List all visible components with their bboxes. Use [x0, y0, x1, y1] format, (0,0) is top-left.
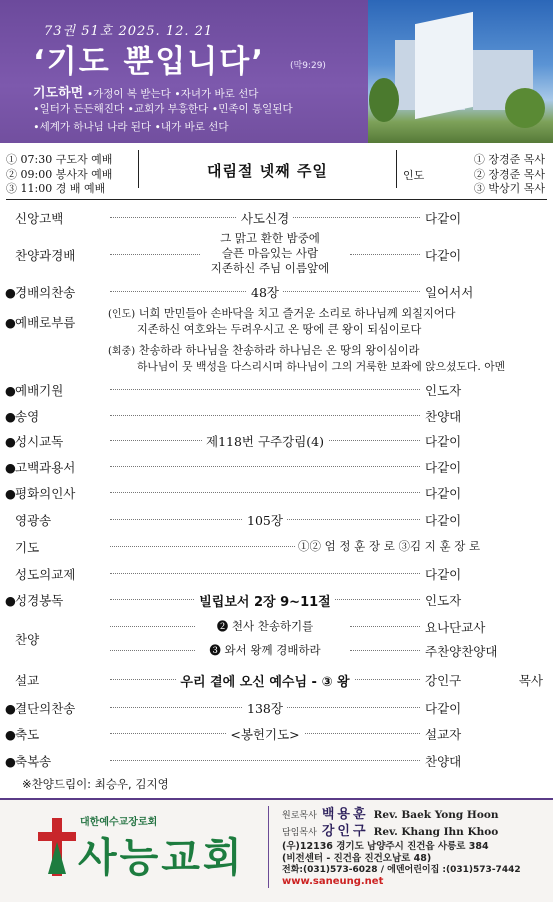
order-label: 영광송: [15, 513, 52, 528]
sermon-theme-title: ‘기도 뿐입니다’: [33, 44, 266, 80]
phone-numbers: 전화:(031)573-6028 / 에덴어린이집 :(031)573-7442: [282, 865, 521, 875]
order-label: 성경봉독: [15, 593, 64, 608]
denomination: 대한예수교장로회: [80, 817, 158, 828]
bulletin-page: 73권 51호 2025. 12. 21 ‘기도 뿐입니다’ (막9:29) 기도하면 ∙가정이 복 받는다 ∙자녀가 바로 선다 ∙일터가 든든해진다 ∙교회가 부흥한다 ∙민족이 통일된다 ∙세계가 하나님 나라 된다 ∙내가 바로 선다 ① 07:30 구도자 예배 ② 09:00 봉사자 예배 ③ 11:00 경 배 예배 대림절 넷째 주일 인도 ① 장경준 목사 ② 장경준 목사 ③ 박상기 목사 신앙고백 사도신경 다같이 찬양과경배 다같이 그 맑고 환한 밤중에 슬픈 마음있는 사람 지존하신 주님 이름앞에 ●경배의찬송 48장 일어서서 ●예배로부름 (인도) 너희 만민들아 손바닥을 치고 즐거운 소리로 하나님께 외칠지어다 지존하신 여호와는 두려우시고 온 땅에 큰 왕이 되심이로다 (회중) 찬송하라 하나님을 찬송하라 하나님은 온 땅의 왕이심이라 하나님이 뭇 백성을 다스리시며 하나님이 그의 거룩한 보좌에 앉으셨도다. 아멘 ●예배기원 인도자 ●송영 찬양대 ●성시교독 제118번 구주강림(4) 다같이 ●고백과용서 다같이 ●평화의인사 다같이 영광송 105장 다같이 기도 ①② 엄 정 훈 장 로 ③김 지 훈 장 로 성도의교제 다같이 ●성경봉독 빌립보서 2장 9~11절 인도자 찬양 ❷ 천사 찬송하기를 요나단교사 ❸ 와서 왕께 경배하라 주찬양찬양대 설교 우리 곁에 오신 예수님 - ③ 왕 강인구 목사 ●결단의찬송 138장 다같이 ●축도 <봉헌기도> 설교자 ●축복송 찬양대 ※찬양드림이: 최승우, 김지영 대한예수교장로회 사능교회 원로목사 백용훈 Rev. Baek Yong Hoon 담임목사 강인구 Rev. Khang Ihn Khoo (우)12136 경기도 남양주시 진건읍 사릉로 384 (비전센터 - 진건읍 진건오남로 48) 전화:(031)573-6028 / 에덴어린이집 :(031)573-7442 www.saneung.net: [0, 0, 553, 900]
order-person: 다같이: [425, 211, 462, 226]
church-website-link[interactable]: www.saneung.net: [282, 876, 384, 887]
bullet-item: ∙일터가 든든해진다: [33, 103, 125, 115]
praise-song: 지존하신 주님 이름앞에: [210, 261, 330, 275]
order-person: 찬양대: [425, 409, 462, 424]
prayer-leaders: ①② 엄 정 훈 장 로 ③김 지 훈 장 로: [298, 539, 481, 553]
bulletin-header: [0, 0, 553, 143]
founding-pastor: 원로목사 백용훈 Rev. Baek Yong Hoon: [282, 807, 499, 822]
praise-song-list: [185, 231, 355, 276]
order-person: 다같이: [425, 701, 462, 716]
order-label: 신앙고백: [15, 211, 64, 226]
service-leader: ② 장경준 목사: [473, 167, 545, 181]
order-person: 다같이: [425, 567, 462, 582]
order-label: 경배의찬송: [15, 285, 76, 300]
prayer-benefits-line-1: [33, 82, 258, 101]
call-to-worship-congregation: (회중) 찬송하라 하나님을 찬송하라 하나님은 온 땅의 왕이심이라 하나님이 뭇 백성을 다스리시며 하나님이 그의 거룩한 보좌에 앉으셨도다. 아멘: [108, 344, 506, 373]
footer-divider: [268, 806, 269, 888]
order-label: 평화의인사: [15, 486, 76, 501]
order-label: 기도: [15, 540, 40, 555]
order-label: 고백과용서: [15, 460, 76, 475]
order-content: 사도신경: [237, 211, 293, 226]
cross-logo-icon: [38, 818, 76, 876]
choir-note: ※찬양드림이: 최승우, 김지영: [22, 777, 169, 791]
order-label: 찬양: [15, 632, 40, 647]
leader-label: 인도: [403, 169, 425, 182]
service-time: ② 09:00 봉사자 예배: [6, 167, 113, 181]
order-person: 설교자: [425, 727, 462, 742]
order-person: 다같이: [425, 460, 462, 475]
bullet-item: ∙자녀가 바로 선다: [174, 88, 259, 100]
praise-song: 그 맑고 환한 밤중에: [220, 231, 320, 245]
order-content: <봉헌기도>: [226, 727, 303, 742]
service-time: ③ 11:00 경 배 예배: [6, 182, 106, 195]
bullet-item: ∙민족이 통일된다: [211, 103, 293, 115]
order-label: 성도의교제: [15, 567, 76, 582]
service-times: [6, 153, 112, 197]
order-content: 제118번 구주강림(4): [202, 434, 328, 449]
order-content: 105장: [243, 513, 287, 528]
service-leader: ① 장경준 목사: [473, 153, 545, 166]
senior-pastor: 담임목사 강인구 Rev. Khang Ihn Khoo: [282, 824, 499, 839]
service-time: ① 07:30 구도자 예배: [6, 153, 113, 166]
call-to-worship-leader: (인도) 너희 만민들아 손바닥을 치고 즐거운 소리로 하나님께 외칠지어다 지존하신 여호와는 두려우시고 온 땅에 큰 왕이 되심이로다: [108, 307, 456, 336]
church-building-photo: [355, 0, 553, 143]
church-name: 사능교회: [78, 835, 245, 881]
prayer-lead: 기도하면: [33, 86, 84, 101]
sunday-name: 대림절 넷째 주일: [207, 162, 328, 180]
issue-number: 73권 51호 2025. 12. 21: [44, 24, 214, 39]
service-leader: ③ 박상기 목사: [473, 182, 545, 195]
sermon-title: 우리 곁에 오신 예수님 - ③ 왕: [176, 675, 353, 690]
order-label: 찬양과경배: [15, 248, 76, 263]
order-label: 결단의찬송: [15, 701, 76, 716]
order-label: 예배기원: [15, 383, 64, 398]
order-person: 다같이: [425, 434, 462, 449]
order-content: 138장: [243, 701, 287, 716]
order-person: 다같이: [425, 486, 462, 501]
praise-song: 슬픈 마음있는 사람: [221, 246, 319, 260]
anthem-performer: 주찬양찬양대: [425, 644, 498, 659]
anthem-performer: 요나단교사: [425, 620, 486, 635]
prayer-benefits-line-3: [33, 119, 228, 134]
anthem-title: ❷ 천사 찬송하기를: [213, 619, 318, 633]
order-label: 예배로부름: [15, 315, 76, 330]
order-label: 성시교독: [15, 434, 64, 449]
order-person: 인도자: [425, 383, 462, 398]
order-content: 48장: [247, 285, 283, 300]
vision-center-address: (비전센터 - 진건읍 진건오남로 48): [282, 853, 432, 864]
order-person: 일어서서: [425, 285, 474, 300]
bullet-item: ∙가정이 복 받는다: [86, 88, 171, 100]
sunday-name-box: [138, 150, 397, 188]
divider: [6, 199, 547, 200]
order-person: 인도자: [425, 593, 462, 608]
order-label: 축복송: [15, 754, 52, 769]
prayer-benefits-line-2: [33, 101, 293, 116]
order-label: 설교: [15, 673, 40, 688]
title-scripture-ref: (막9:29): [290, 61, 326, 71]
bullet-item: ∙내가 바로 선다: [154, 121, 229, 133]
church-address: (우)12136 경기도 남양주시 진건읍 사릉로 384: [282, 841, 489, 852]
order-label: 송영: [15, 409, 40, 424]
bullet-item: ∙세계가 하나님 나라 된다: [33, 121, 152, 133]
order-person: 강인구 목사: [425, 673, 543, 688]
order-person: 다같이: [425, 248, 462, 263]
scripture-reading: 빌립보서 2장 9~11절: [195, 595, 334, 610]
order-person: 찬양대: [425, 754, 462, 769]
order-person: 다같이: [425, 513, 462, 528]
anthem-title: ❸ 와서 왕께 경배하라: [205, 643, 324, 657]
order-label: 축도: [15, 727, 40, 742]
bullet-item: ∙교회가 부흥한다: [127, 103, 209, 115]
service-leaders: [474, 153, 545, 197]
